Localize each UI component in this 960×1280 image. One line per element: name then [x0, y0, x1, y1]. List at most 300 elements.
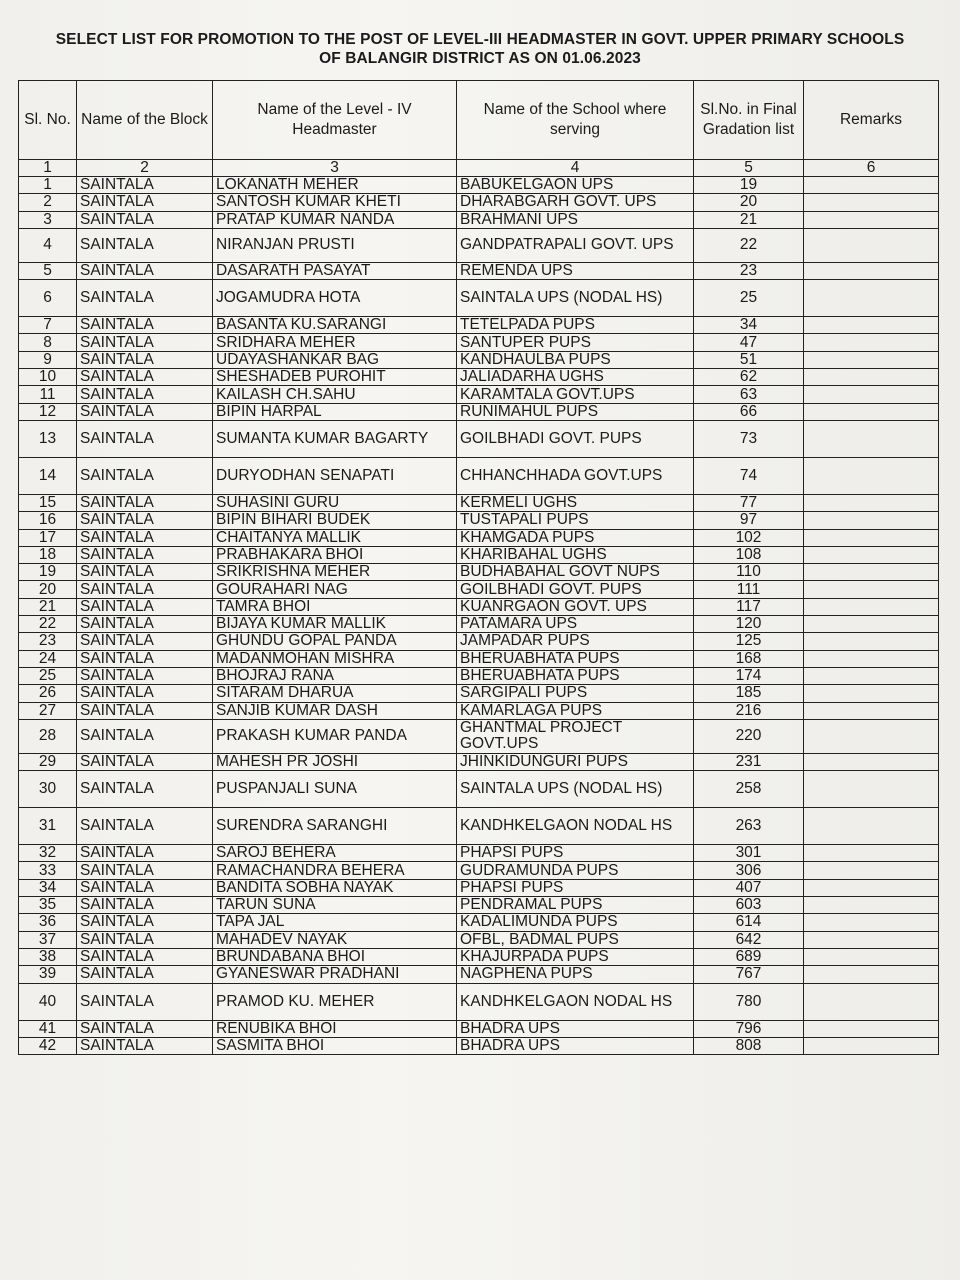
table-row [19, 966, 939, 983]
column-number-row [19, 160, 939, 177]
table-row [19, 494, 939, 511]
table-row [19, 1020, 939, 1037]
cell-remarks [804, 719, 939, 753]
cell-gradation-no: 220 [694, 719, 804, 753]
cell-sl-no: 3 [19, 211, 77, 228]
cell-remarks [804, 983, 939, 1020]
cell-sl-no: 40 [19, 983, 77, 1020]
cell-school-name: KERMELI UGHS [457, 494, 694, 511]
cell-school-name: BHADRA UPS [457, 1037, 694, 1054]
cell-school-name: GANDPATRAPALI GOVT. UPS [457, 228, 694, 262]
cell-remarks [804, 529, 939, 546]
cell-headmaster-name: NIRANJAN PRUSTI [213, 228, 457, 262]
cell-school-name: BHADRA UPS [457, 1020, 694, 1037]
cell-headmaster-name: PRAMOD KU. MEHER [213, 983, 457, 1020]
cell-gradation-no: 63 [694, 386, 804, 403]
table-row [19, 581, 939, 598]
cell-headmaster-name: SURENDRA SARANGHI [213, 808, 457, 845]
cell-remarks [804, 948, 939, 965]
cell-sl-no: 21 [19, 598, 77, 615]
cell-headmaster-name: PRATAP KUMAR NANDA [213, 211, 457, 228]
cell-gradation-no: 19 [694, 177, 804, 194]
cell-school-name: JALIADARHA UGHS [457, 369, 694, 386]
cell-block: SAINTALA [77, 753, 213, 770]
cell-remarks [804, 211, 939, 228]
cell-sl-no: 10 [19, 369, 77, 386]
cell-school-name: CHHANCHHADA GOVT.UPS [457, 457, 694, 494]
cell-remarks [804, 262, 939, 279]
cell-headmaster-name: GYANESWAR PRADHANI [213, 966, 457, 983]
table-row [19, 386, 939, 403]
table-row [19, 403, 939, 420]
cell-school-name: KHARIBAHAL UGHS [457, 546, 694, 563]
table-row [19, 897, 939, 914]
cell-sl-no: 7 [19, 317, 77, 334]
cell-block: SAINTALA [77, 719, 213, 753]
cell-sl-no: 42 [19, 1037, 77, 1054]
cell-sl-no: 29 [19, 753, 77, 770]
cell-sl-no: 27 [19, 702, 77, 719]
cell-block: SAINTALA [77, 211, 213, 228]
cell-school-name: JHINKIDUNGURI PUPS [457, 753, 694, 770]
cell-sl-no: 31 [19, 808, 77, 845]
cell-remarks [804, 369, 939, 386]
cell-remarks [804, 862, 939, 879]
cell-sl-no: 34 [19, 879, 77, 896]
table-row [19, 702, 939, 719]
table-row [19, 862, 939, 879]
cell-school-name: PHAPSI PUPS [457, 879, 694, 896]
table-row [19, 598, 939, 615]
cell-headmaster-name: KAILASH CH.SAHU [213, 386, 457, 403]
cell-headmaster-name: BIPIN HARPAL [213, 403, 457, 420]
cell-block: SAINTALA [77, 262, 213, 279]
cell-sl-no: 41 [19, 1020, 77, 1037]
cell-remarks [804, 845, 939, 862]
cell-block: SAINTALA [77, 931, 213, 948]
cell-remarks [804, 1020, 939, 1037]
cell-remarks [804, 317, 939, 334]
cell-sl-no: 19 [19, 564, 77, 581]
table-row [19, 685, 939, 702]
cell-gradation-no: 20 [694, 194, 804, 211]
cell-headmaster-name: DASARATH PASAYAT [213, 262, 457, 279]
cell-gradation-no: 174 [694, 667, 804, 684]
cell-block: SAINTALA [77, 771, 213, 808]
cell-sl-no: 32 [19, 845, 77, 862]
cell-remarks [804, 280, 939, 317]
cell-remarks [804, 546, 939, 563]
cell-gradation-no: 97 [694, 512, 804, 529]
header-headmaster: Name of the Level - IV Headmaster [213, 81, 457, 160]
cell-gradation-no: 614 [694, 914, 804, 931]
cell-block: SAINTALA [77, 650, 213, 667]
table-row [19, 228, 939, 262]
title-line-2: OF BALANGIR DISTRICT AS ON 01.06.2023 [319, 50, 641, 67]
cell-headmaster-name: BIJAYA KUMAR MALLIK [213, 616, 457, 633]
cell-remarks [804, 616, 939, 633]
cell-sl-no: 8 [19, 334, 77, 351]
cell-remarks [804, 702, 939, 719]
cell-headmaster-name: RAMACHANDRA BEHERA [213, 862, 457, 879]
title-line-1: SELECT LIST FOR PROMOTION TO THE POST OF LEVEL-III HEADMASTER IN GOVT. UPPER PRIMARY SCHOOLS [55, 31, 905, 48]
cell-school-name: KAMARLAGA PUPS [457, 702, 694, 719]
cell-headmaster-name: MAHADEV NAYAK [213, 931, 457, 948]
column-number: 4 [457, 160, 694, 177]
cell-remarks [804, 564, 939, 581]
cell-sl-no: 30 [19, 771, 77, 808]
cell-block: SAINTALA [77, 897, 213, 914]
cell-remarks [804, 581, 939, 598]
table-row [19, 845, 939, 862]
cell-gradation-no: 168 [694, 650, 804, 667]
table-row [19, 280, 939, 317]
table-row [19, 546, 939, 563]
cell-gradation-no: 185 [694, 685, 804, 702]
cell-block: SAINTALA [77, 1037, 213, 1054]
cell-headmaster-name: GHUNDU GOPAL PANDA [213, 633, 457, 650]
cell-school-name: BHERUABHATA PUPS [457, 667, 694, 684]
cell-remarks [804, 633, 939, 650]
cell-gradation-no: 111 [694, 581, 804, 598]
table-row [19, 983, 939, 1020]
cell-gradation-no: 263 [694, 808, 804, 845]
cell-remarks [804, 667, 939, 684]
cell-headmaster-name: TAPA JAL [213, 914, 457, 931]
table-row [19, 512, 939, 529]
cell-remarks [804, 228, 939, 262]
cell-school-name: KUANRGAON GOVT. UPS [457, 598, 694, 615]
table-row [19, 914, 939, 931]
cell-school-name: TETELPADA PUPS [457, 317, 694, 334]
cell-sl-no: 23 [19, 633, 77, 650]
cell-remarks [804, 966, 939, 983]
table-row [19, 369, 939, 386]
cell-block: SAINTALA [77, 616, 213, 633]
cell-remarks [804, 753, 939, 770]
cell-remarks [804, 685, 939, 702]
cell-school-name: OFBL, BADMAL PUPS [457, 931, 694, 948]
cell-block: SAINTALA [77, 403, 213, 420]
cell-school-name: PATAMARA UPS [457, 616, 694, 633]
cell-remarks [804, 194, 939, 211]
cell-remarks [804, 771, 939, 808]
cell-headmaster-name: PRABHAKARA BHOI [213, 546, 457, 563]
cell-remarks [804, 494, 939, 511]
column-number: 5 [694, 160, 804, 177]
cell-gradation-no: 258 [694, 771, 804, 808]
cell-headmaster-name: BRUNDABANA BHOI [213, 948, 457, 965]
cell-sl-no: 22 [19, 616, 77, 633]
cell-remarks [804, 403, 939, 420]
cell-school-name: TUSTAPALI PUPS [457, 512, 694, 529]
cell-sl-no: 24 [19, 650, 77, 667]
cell-block: SAINTALA [77, 529, 213, 546]
cell-sl-no: 2 [19, 194, 77, 211]
cell-block: SAINTALA [77, 862, 213, 879]
cell-block: SAINTALA [77, 457, 213, 494]
cell-school-name: KADALIMUNDA PUPS [457, 914, 694, 931]
column-number: 1 [19, 160, 77, 177]
cell-gradation-no: 216 [694, 702, 804, 719]
column-number: 6 [804, 160, 939, 177]
cell-headmaster-name: SUMANTA KUMAR BAGARTY [213, 420, 457, 457]
cell-headmaster-name: SANJIB KUMAR DASH [213, 702, 457, 719]
cell-block: SAINTALA [77, 667, 213, 684]
cell-school-name: PENDRAMAL PUPS [457, 897, 694, 914]
cell-sl-no: 15 [19, 494, 77, 511]
cell-block: SAINTALA [77, 914, 213, 931]
cell-school-name: GHANTMAL PROJECT GOVT.UPS [457, 719, 694, 753]
cell-block: SAINTALA [77, 564, 213, 581]
table-row [19, 616, 939, 633]
cell-gradation-no: 125 [694, 633, 804, 650]
cell-school-name: KARAMTALA GOVT.UPS [457, 386, 694, 403]
cell-remarks [804, 897, 939, 914]
cell-headmaster-name: SRIKRISHNA MEHER [213, 564, 457, 581]
cell-gradation-no: 34 [694, 317, 804, 334]
cell-remarks [804, 386, 939, 403]
cell-sl-no: 33 [19, 862, 77, 879]
table-row [19, 564, 939, 581]
table-row [19, 457, 939, 494]
cell-school-name: PHAPSI PUPS [457, 845, 694, 862]
cell-block: SAINTALA [77, 334, 213, 351]
table-row [19, 211, 939, 228]
table-row [19, 1037, 939, 1054]
cell-gradation-no: 603 [694, 897, 804, 914]
cell-block: SAINTALA [77, 317, 213, 334]
cell-school-name: BHERUABHATA PUPS [457, 650, 694, 667]
cell-school-name: GOILBHADI GOVT. PUPS [457, 581, 694, 598]
cell-school-name: NAGPHENA PUPS [457, 966, 694, 983]
cell-remarks [804, 914, 939, 931]
cell-school-name: GUDRAMUNDA PUPS [457, 862, 694, 879]
table-row [19, 529, 939, 546]
cell-headmaster-name: BANDITA SOBHA NAYAK [213, 879, 457, 896]
table-row [19, 194, 939, 211]
cell-sl-no: 11 [19, 386, 77, 403]
cell-block: SAINTALA [77, 177, 213, 194]
cell-sl-no: 12 [19, 403, 77, 420]
cell-sl-no: 17 [19, 529, 77, 546]
cell-gradation-no: 120 [694, 616, 804, 633]
cell-school-name: REMENDA UPS [457, 262, 694, 279]
cell-headmaster-name: JOGAMUDRA HOTA [213, 280, 457, 317]
cell-school-name: SANTUPER PUPS [457, 334, 694, 351]
promotion-table [18, 80, 939, 1055]
cell-gradation-no: 25 [694, 280, 804, 317]
header-remarks: Remarks [804, 81, 939, 160]
table-row [19, 879, 939, 896]
cell-gradation-no: 73 [694, 420, 804, 457]
table-row [19, 317, 939, 334]
header-school: Name of the School where serving [457, 81, 694, 160]
cell-sl-no: 5 [19, 262, 77, 279]
cell-gradation-no: 47 [694, 334, 804, 351]
cell-block: SAINTALA [77, 194, 213, 211]
cell-block: SAINTALA [77, 369, 213, 386]
table-row [19, 667, 939, 684]
cell-gradation-no: 642 [694, 931, 804, 948]
cell-sl-no: 1 [19, 177, 77, 194]
cell-headmaster-name: SITARAM DHARUA [213, 685, 457, 702]
cell-sl-no: 36 [19, 914, 77, 931]
cell-block: SAINTALA [77, 420, 213, 457]
cell-block: SAINTALA [77, 280, 213, 317]
cell-school-name: BABUKELGAON UPS [457, 177, 694, 194]
column-number: 3 [213, 160, 457, 177]
cell-gradation-no: 102 [694, 529, 804, 546]
cell-headmaster-name: SRIDHARA MEHER [213, 334, 457, 351]
cell-block: SAINTALA [77, 494, 213, 511]
table-row [19, 262, 939, 279]
cell-block: SAINTALA [77, 845, 213, 862]
cell-block: SAINTALA [77, 1020, 213, 1037]
table-row [19, 931, 939, 948]
cell-gradation-no: 231 [694, 753, 804, 770]
cell-remarks [804, 457, 939, 494]
cell-sl-no: 20 [19, 581, 77, 598]
cell-gradation-no: 21 [694, 211, 804, 228]
column-number: 2 [77, 160, 213, 177]
cell-gradation-no: 110 [694, 564, 804, 581]
cell-gradation-no: 767 [694, 966, 804, 983]
cell-remarks [804, 808, 939, 845]
cell-gradation-no: 117 [694, 598, 804, 615]
cell-gradation-no: 301 [694, 845, 804, 862]
cell-headmaster-name: SANTOSH KUMAR KHETI [213, 194, 457, 211]
cell-remarks [804, 879, 939, 896]
cell-school-name: BRAHMANI UPS [457, 211, 694, 228]
cell-remarks [804, 1037, 939, 1054]
cell-headmaster-name: TARUN SUNA [213, 897, 457, 914]
cell-school-name: SAINTALA UPS (NODAL HS) [457, 280, 694, 317]
cell-gradation-no: 108 [694, 546, 804, 563]
cell-sl-no: 16 [19, 512, 77, 529]
cell-gradation-no: 62 [694, 369, 804, 386]
cell-block: SAINTALA [77, 598, 213, 615]
cell-headmaster-name: MAHESH PR JOSHI [213, 753, 457, 770]
cell-gradation-no: 23 [694, 262, 804, 279]
cell-headmaster-name: TAMRA BHOI [213, 598, 457, 615]
cell-sl-no: 9 [19, 351, 77, 368]
cell-gradation-no: 74 [694, 457, 804, 494]
cell-remarks [804, 512, 939, 529]
cell-headmaster-name: PUSPANJALI SUNA [213, 771, 457, 808]
cell-headmaster-name: CHAITANYA MALLIK [213, 529, 457, 546]
table-row [19, 719, 939, 753]
cell-sl-no: 35 [19, 897, 77, 914]
cell-remarks [804, 931, 939, 948]
cell-sl-no: 25 [19, 667, 77, 684]
header-gradation: Sl.No. in Final Gradation list [694, 81, 804, 160]
table-row [19, 808, 939, 845]
table-body [19, 177, 939, 1055]
cell-sl-no: 26 [19, 685, 77, 702]
cell-remarks [804, 351, 939, 368]
cell-sl-no: 18 [19, 546, 77, 563]
cell-sl-no: 13 [19, 420, 77, 457]
cell-gradation-no: 796 [694, 1020, 804, 1037]
table-row [19, 334, 939, 351]
cell-school-name: KANDHKELGAON NODAL HS [457, 983, 694, 1020]
table-row [19, 948, 939, 965]
cell-gradation-no: 407 [694, 879, 804, 896]
cell-school-name: GOILBHADI GOVT. PUPS [457, 420, 694, 457]
cell-headmaster-name: SHESHADEB PUROHIT [213, 369, 457, 386]
cell-headmaster-name: UDAYASHANKAR BAG [213, 351, 457, 368]
cell-block: SAINTALA [77, 351, 213, 368]
cell-block: SAINTALA [77, 685, 213, 702]
cell-gradation-no: 808 [694, 1037, 804, 1054]
table-row [19, 420, 939, 457]
document-title [0, 30, 960, 68]
cell-block: SAINTALA [77, 808, 213, 845]
cell-sl-no: 38 [19, 948, 77, 965]
cell-school-name: KANDHKELGAON NODAL HS [457, 808, 694, 845]
cell-gradation-no: 780 [694, 983, 804, 1020]
cell-sl-no: 6 [19, 280, 77, 317]
cell-sl-no: 39 [19, 966, 77, 983]
cell-block: SAINTALA [77, 228, 213, 262]
cell-block: SAINTALA [77, 879, 213, 896]
cell-school-name: RUNIMAHUL PUPS [457, 403, 694, 420]
header-row [19, 81, 939, 160]
cell-block: SAINTALA [77, 546, 213, 563]
cell-headmaster-name: SUHASINI GURU [213, 494, 457, 511]
cell-headmaster-name: GOURAHARI NAG [213, 581, 457, 598]
cell-headmaster-name: BASANTA KU.SARANGI [213, 317, 457, 334]
cell-block: SAINTALA [77, 966, 213, 983]
table-row [19, 633, 939, 650]
cell-remarks [804, 650, 939, 667]
cell-gradation-no: 77 [694, 494, 804, 511]
cell-headmaster-name: SASMITA BHOI [213, 1037, 457, 1054]
cell-remarks [804, 177, 939, 194]
cell-headmaster-name: SAROJ BEHERA [213, 845, 457, 862]
cell-gradation-no: 689 [694, 948, 804, 965]
cell-gradation-no: 66 [694, 403, 804, 420]
cell-sl-no: 4 [19, 228, 77, 262]
header-sl-no: Sl. No. [19, 81, 77, 160]
header-block: Name of the Block [77, 81, 213, 160]
cell-school-name: DHARABGARH GOVT. UPS [457, 194, 694, 211]
cell-school-name: KHAJURPADA PUPS [457, 948, 694, 965]
cell-headmaster-name: BIPIN BIHARI BUDEK [213, 512, 457, 529]
table-row [19, 351, 939, 368]
cell-school-name: SAINTALA UPS (NODAL HS) [457, 771, 694, 808]
cell-headmaster-name: BHOJRAJ RANA [213, 667, 457, 684]
cell-gradation-no: 22 [694, 228, 804, 262]
cell-block: SAINTALA [77, 386, 213, 403]
table-row [19, 771, 939, 808]
cell-school-name: JAMPADAR PUPS [457, 633, 694, 650]
cell-sl-no: 28 [19, 719, 77, 753]
cell-block: SAINTALA [77, 948, 213, 965]
cell-remarks [804, 334, 939, 351]
cell-headmaster-name: RENUBIKA BHOI [213, 1020, 457, 1037]
cell-school-name: KANDHAULBA PUPS [457, 351, 694, 368]
cell-block: SAINTALA [77, 633, 213, 650]
cell-block: SAINTALA [77, 581, 213, 598]
table-row [19, 753, 939, 770]
cell-sl-no: 37 [19, 931, 77, 948]
cell-block: SAINTALA [77, 983, 213, 1020]
cell-sl-no: 14 [19, 457, 77, 494]
cell-gradation-no: 306 [694, 862, 804, 879]
cell-headmaster-name: LOKANATH MEHER [213, 177, 457, 194]
